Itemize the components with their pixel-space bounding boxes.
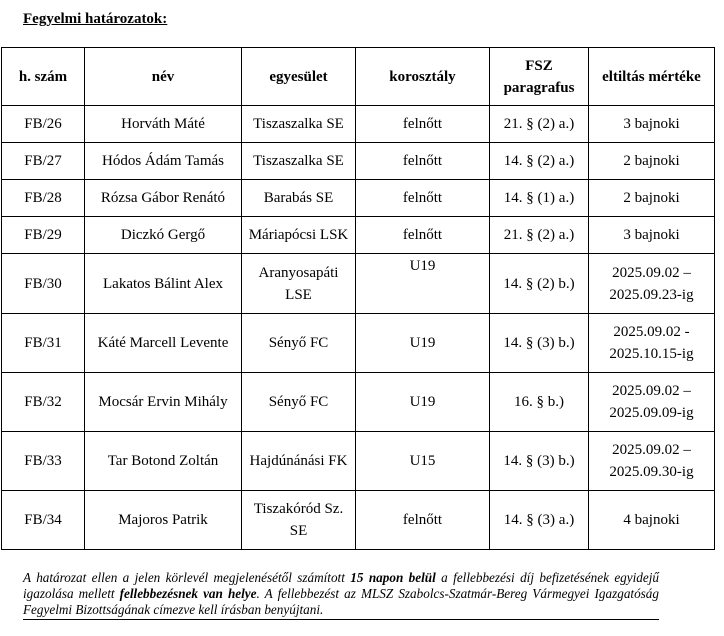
disciplinary-table [1,47,715,550]
cell-szam: FB/26 [2,106,85,143]
cell-paragrafus: 14. § (2) a.) [490,143,589,180]
cell-nev: Diczkó Gergő [85,217,242,254]
column-header-mertek: eltiltás mértéke [589,48,715,106]
appeal-notice [23,570,659,620]
cell-nev: Rózsa Gábor Renátó [85,180,242,217]
cell-korosztaly: felnőtt [356,217,490,254]
cell-mertek: 3 bajnoki [589,106,715,143]
cell-korosztaly: felnőtt [356,491,490,550]
cell-paragrafus: 14. § (3) b.) [490,432,589,491]
cell-szam: FB/27 [2,143,85,180]
table-header-row [2,48,715,106]
cell-korosztaly: U19 [356,254,490,314]
cell-szam: FB/30 [2,254,85,314]
cell-egyesulet: Hajdúnánási FK [242,432,356,491]
cell-szam: FB/28 [2,180,85,217]
table-row [2,143,715,180]
cell-egyesulet: Tiszakóród Sz. SE [242,491,356,550]
table-row [2,314,715,373]
cell-nev: Mocsár Ervin Mihály [85,373,242,432]
cell-paragrafus: 14. § (1) a.) [490,180,589,217]
notice-text-1: A határozat ellen a jelen körlevél megjelenésétől számított [23,570,351,585]
notice-text-3: . A fellebbezést az MLSZ Szabolcs-Szatmár-Bereg Vármegyei Igazgatóság Fegyelmi Bizottságának címezve kell írásban benyújtani. [23,586,659,617]
cell-nev: Lakatos Bálint Alex [85,254,242,314]
cell-paragrafus: 16. § b.) [490,373,589,432]
cell-nev: Horváth Máté [85,106,242,143]
cell-korosztaly: U15 [356,432,490,491]
cell-nev: Majoros Patrik [85,491,242,550]
cell-mertek: 2025.09.02 - 2025.10.15-ig [589,314,715,373]
cell-mertek: 2 bajnoki [589,180,715,217]
cell-mertek: 3 bajnoki [589,217,715,254]
cell-korosztaly: U19 [356,373,490,432]
column-header-szam: h. szám [2,48,85,106]
cell-korosztaly: felnőtt [356,180,490,217]
table-row [2,373,715,432]
table-row [2,254,715,314]
table-row [2,217,715,254]
cell-nev: Hódos Ádám Tamás [85,143,242,180]
table-row [2,106,715,143]
cell-egyesulet: Máriapócsi LSK [242,217,356,254]
cell-egyesulet: Barabás SE [242,180,356,217]
notice-text-2: a fellebbezési díj befizetésének egyidejű igazolása mellett [23,570,659,601]
cell-mertek: 2 bajnoki [589,143,715,180]
cell-szam: FB/31 [2,314,85,373]
cell-szam: FB/33 [2,432,85,491]
cell-mertek: 2025.09.02 – 2025.09.09-ig [589,373,715,432]
table-row [2,432,715,491]
cell-mertek: 4 bajnoki [589,491,715,550]
cell-paragrafus: 14. § (2) b.) [490,254,589,314]
cell-mertek: 2025.09.02 – 2025.09.23-ig [589,254,715,314]
table-row [2,491,715,550]
cell-egyesulet: Sényő FC [242,314,356,373]
page-title: Fegyelmi határozatok: [23,11,168,27]
cell-nev: Káté Marcell Levente [85,314,242,373]
column-header-paragrafus: FSZ paragrafus [490,48,589,106]
column-header-egyesulet: egyesület [242,48,356,106]
cell-korosztaly: U19 [356,314,490,373]
cell-egyesulet: Sényő FC [242,373,356,432]
cell-egyesulet: Tiszaszalka SE [242,143,356,180]
cell-szam: FB/32 [2,373,85,432]
cell-nev: Tar Botond Zoltán [85,432,242,491]
cell-paragrafus: 14. § (3) a.) [490,491,589,550]
cell-szam: FB/29 [2,217,85,254]
cell-korosztaly: felnőtt [356,143,490,180]
column-header-korosztaly: korosztály [356,48,490,106]
table-row [2,180,715,217]
cell-paragrafus: 14. § (3) b.) [490,314,589,373]
cell-paragrafus: 21. § (2) a.) [490,106,589,143]
cell-egyesulet: Aranyosapáti LSE [242,254,356,314]
column-header-nev: név [85,48,242,106]
cell-korosztaly: felnőtt [356,106,490,143]
notice-deadline: 15 napon belül [350,570,436,585]
cell-mertek: 2025.09.02 – 2025.09.30-ig [589,432,715,491]
cell-egyesulet: Tiszaszalka SE [242,106,356,143]
cell-szam: FB/34 [2,491,85,550]
cell-paragrafus: 21. § (2) a.) [490,217,589,254]
notice-appeal-right: fellebbezésnek van helye [119,586,257,601]
